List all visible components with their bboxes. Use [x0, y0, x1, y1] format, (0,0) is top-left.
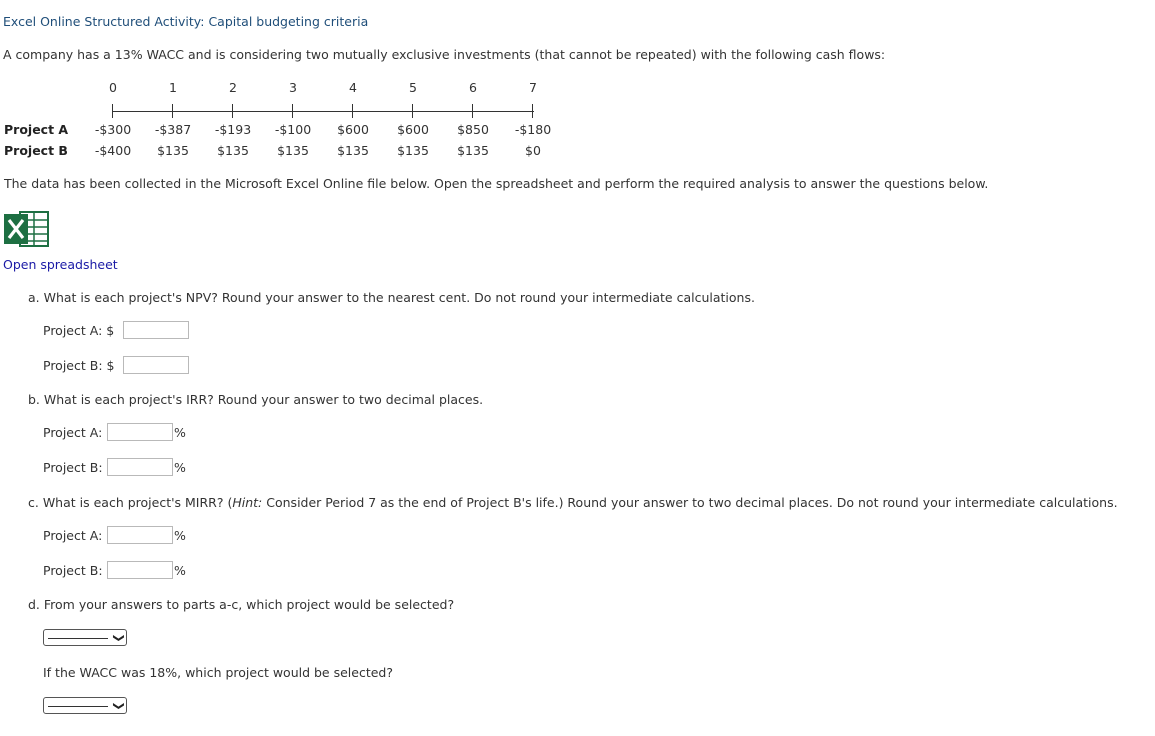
wacc-followup-prompt: If the WACC was 18%, which project would be selected? — [43, 665, 393, 680]
question-c-prompt — [28, 495, 1118, 510]
hint-label: Hint: — [232, 495, 263, 510]
chevron-down-icon: ❯ — [112, 701, 126, 711]
timeline-tick — [232, 104, 233, 118]
percent-unit: % — [174, 528, 186, 543]
period-label: 6 — [469, 80, 477, 95]
mirr-project-b-input[interactable] — [107, 561, 173, 579]
cashflow-cell: $600 — [397, 122, 429, 137]
question-c-lead: c. What is each project's MIRR? ( — [28, 495, 233, 510]
cashflow-cell: $0 — [525, 143, 541, 158]
wacc-18-selection-dropdown[interactable] — [43, 697, 127, 714]
question-b-prompt: b. What is each project's IRR? Round your answer to two decimal places. — [28, 392, 484, 407]
question-a-prompt: a. What is each project's NPV? Round your answer to the nearest cent. Do not round your intermediate calculations. — [28, 290, 755, 305]
cashflow-cell: -$193 — [214, 122, 252, 137]
dropdown-blank — [48, 638, 108, 639]
open-spreadsheet-link[interactable]: Open spreadsheet — [3, 257, 118, 272]
data-note: The data has been collected in the Microsoft Excel Online file below. Open the spreadsheet and perform the required analysis to answer the questions below. — [4, 176, 989, 191]
chevron-down-icon: ❯ — [112, 633, 126, 643]
timeline-axis — [112, 111, 534, 112]
period-label: 0 — [109, 80, 117, 95]
question-d-prompt: d. From your answers to parts a-c, which project would be selected? — [28, 597, 455, 612]
excel-icon[interactable] — [4, 210, 50, 248]
period-label: 7 — [529, 80, 537, 95]
cashflow-cell: $135 — [457, 143, 489, 158]
percent-unit: % — [174, 563, 186, 578]
row-label-project-b: Project B — [4, 143, 68, 158]
irr-project-b-label: Project B: — [43, 460, 103, 475]
percent-unit: % — [174, 460, 186, 475]
row-label-project-a: Project A — [4, 122, 69, 137]
mirr-project-a-label: Project A: — [43, 528, 103, 543]
cashflow-cell: -$180 — [514, 122, 552, 137]
project-selection-dropdown[interactable] — [43, 629, 127, 646]
percent-unit: % — [174, 425, 186, 440]
irr-project-a-input[interactable] — [107, 423, 173, 441]
period-label: 4 — [349, 80, 357, 95]
cashflow-cell: $135 — [337, 143, 369, 158]
cashflow-cell: $135 — [217, 143, 249, 158]
timeline-tick — [472, 104, 473, 118]
timeline-tick — [412, 104, 413, 118]
npv-project-a-input[interactable] — [123, 321, 189, 339]
period-label: 3 — [289, 80, 297, 95]
intro-text: A company has a 13% WACC and is considering two mutually exclusive investments (that cannot be repeated) with the following cash flows: — [3, 47, 886, 62]
irr-project-a-label: Project A: — [43, 425, 103, 440]
cashflow-cell: $135 — [157, 143, 189, 158]
period-label: 1 — [169, 80, 177, 95]
cashflow-cell: $850 — [457, 122, 489, 137]
mirr-project-b-label: Project B: — [43, 563, 103, 578]
npv-project-a-label: Project A: $ — [43, 323, 115, 338]
mirr-project-a-input[interactable] — [107, 526, 173, 544]
cashflow-cell: $600 — [337, 122, 369, 137]
irr-project-b-input[interactable] — [107, 458, 173, 476]
period-label: 2 — [229, 80, 237, 95]
cashflow-cell: -$400 — [94, 143, 132, 158]
cashflow-cell: -$100 — [274, 122, 312, 137]
timeline — [112, 104, 534, 118]
question-c-rest: Consider Period 7 as the end of Project B's life.) Round your answer to two decimal places. Do not round your intermediate calculations. — [262, 495, 1118, 510]
npv-project-b-label: Project B: $ — [43, 358, 115, 373]
timeline-tick — [532, 104, 533, 118]
cashflow-cell: -$387 — [154, 122, 192, 137]
cashflow-cell: -$300 — [94, 122, 132, 137]
cashflow-cell: $135 — [277, 143, 309, 158]
timeline-tick — [352, 104, 353, 118]
npv-project-b-input[interactable] — [123, 356, 189, 374]
timeline-tick — [172, 104, 173, 118]
period-label: 5 — [409, 80, 417, 95]
timeline-tick — [292, 104, 293, 118]
cashflow-cell: $135 — [397, 143, 429, 158]
dropdown-blank — [48, 706, 108, 707]
page-title: Excel Online Structured Activity: Capital budgeting criteria — [3, 14, 369, 29]
timeline-tick — [112, 104, 113, 118]
